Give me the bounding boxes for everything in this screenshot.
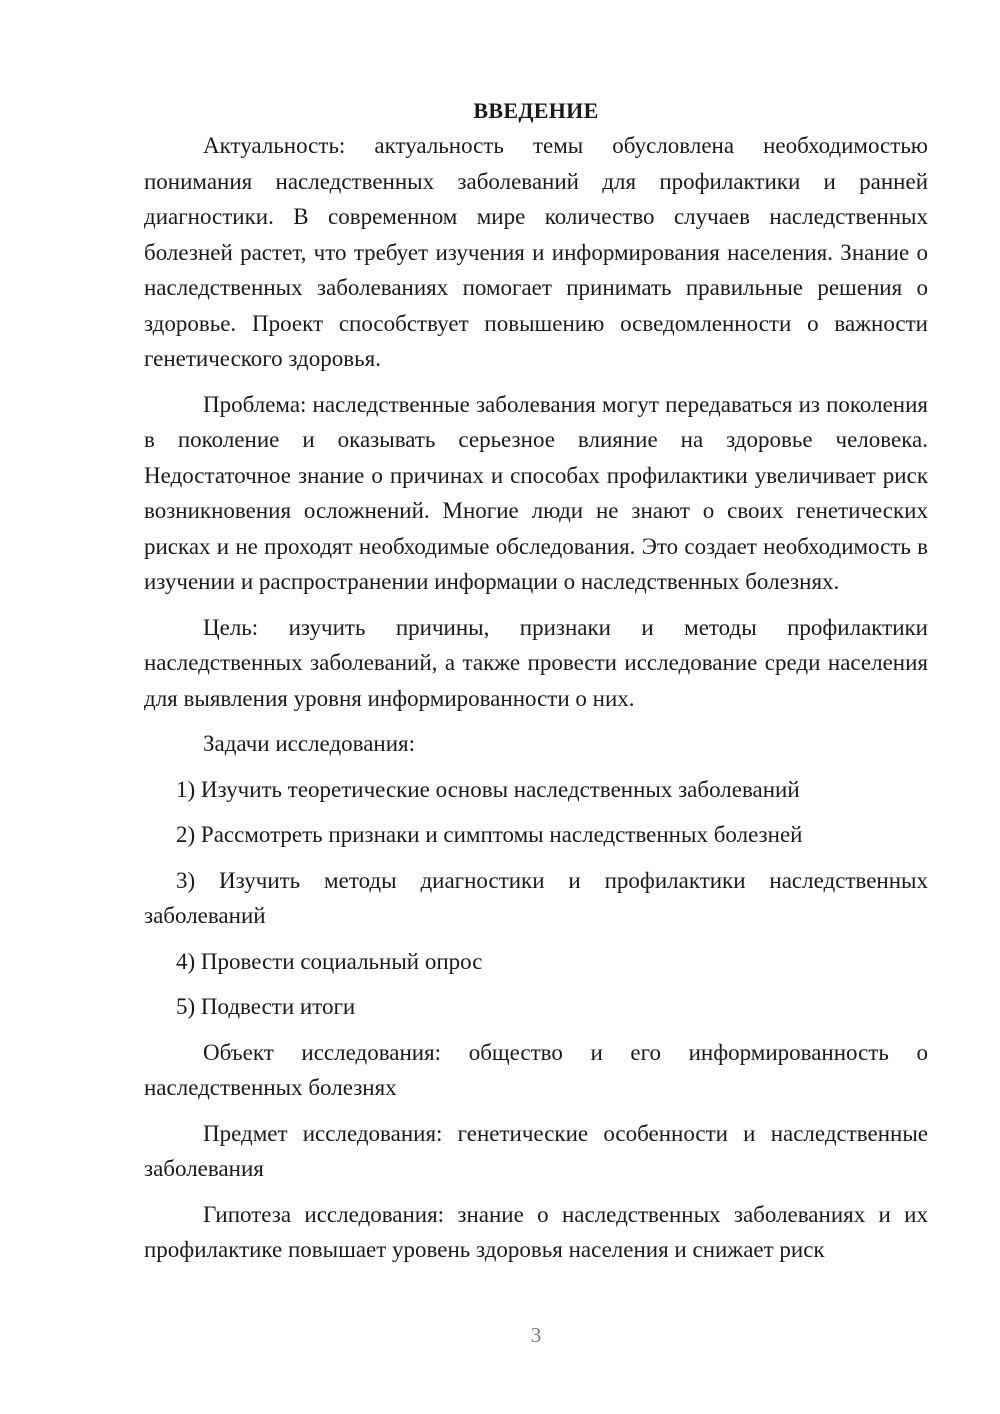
list-item: 2) Рассмотреть признаки и симптомы наследственных болезней <box>176 822 803 847</box>
paragraph-problem: Проблема: наследственные заболевания могут передаваться из поколения в поколение и оказывать серьезное влияние на здоровье человека. Недостаточное знание о причинах и способах профилактики увеличивает риск возникновения осложнений. Многие люди не знают о своих генетических рисках и не проходят необходимые обследования. Это создает необходимость в изучении и распространении информации о наследственных болезнях. <box>144 391 928 594</box>
page-title: ВВЕДЕНИЕ <box>473 98 599 123</box>
paragraph-subject: Предмет исследования: генетические особенности и наследственные заболевания <box>144 1120 928 1181</box>
list-item: 5) Подвести итоги <box>176 994 356 1019</box>
paragraph-goal: Цель: изучить причины, признаки и методы профилактики наследственных заболеваний, а также провести исследование среди населения для выявления уровня информированности о них. <box>144 614 928 711</box>
paragraph-hypothesis: Гипотеза исследования: знание о наследственных заболеваниях и их профилактике повышает уровень здоровья населения и снижает риск <box>144 1201 928 1262</box>
paragraph-object: Объект исследования: общество и его информированность о наследственных болезнях <box>144 1039 928 1100</box>
list-item: 1) Изучить теоретические основы наследственных заболеваний <box>176 776 800 802</box>
list-item: 4) Провести социальный опрос <box>176 948 483 974</box>
list-item: 3) Изучить методы диагностики и профилактики наследственных заболеваний <box>144 867 928 928</box>
document-page <box>144 96 928 1268</box>
page-number: 3 <box>530 1323 542 1347</box>
tasks-heading: Задачи исследования: <box>203 731 416 756</box>
paragraph-relevance: Актуальность: актуальность темы обусловлена необходимостью понимания наследственных заболеваний для профилактики и ранней диагностики. В современном мире количество случаев наследственных болезней растет, что требует изучения и информирования населения. Знание о наследственных заболеваниях помогает принимать правильные решения о здоровье. Проект способствует повышению осведомленности о важности генетического здоровья. <box>144 133 928 371</box>
